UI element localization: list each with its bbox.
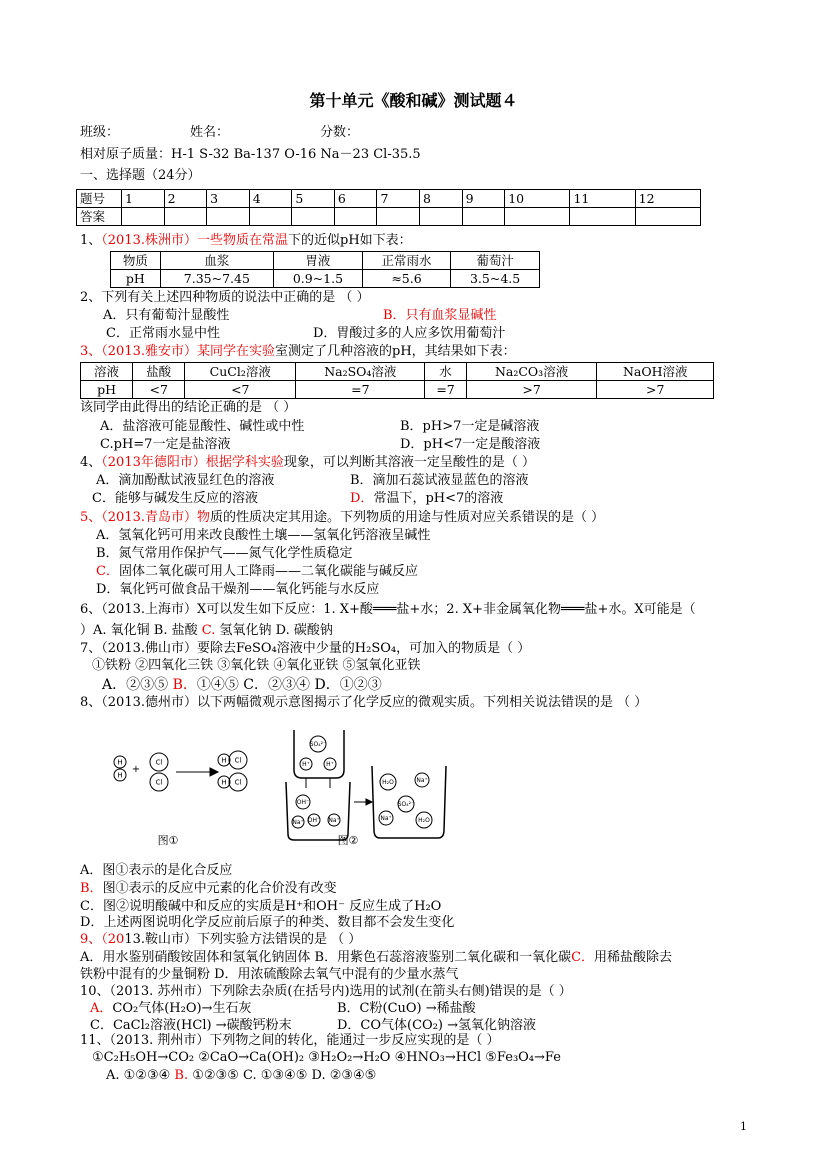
q5-source: 5、（2013.青岛市）物: [80, 510, 210, 525]
q9-rest: 13.鞍山市）下列实验方法错误的是 （ ）: [124, 932, 362, 947]
q3-option-c[interactable]: C.pH=7一定是盐溶液: [100, 437, 231, 452]
answer-cell[interactable]: [334, 208, 377, 226]
table-cell: pH: [111, 270, 161, 288]
answer-cell[interactable]: [462, 208, 505, 226]
q1-prefix: 1、: [80, 233, 102, 248]
table-row: [77, 208, 701, 226]
question-4: [80, 454, 535, 472]
table-cell: 水: [425, 363, 466, 381]
svg-text:Na⁺: Na⁺: [380, 815, 392, 822]
q5-option-b[interactable]: B．氮气常用作保护气——氮气化学性质稳定: [96, 546, 353, 561]
reaction-diagram: [108, 722, 478, 852]
table-cell: 2: [164, 190, 207, 208]
q9-option-c-label: C．: [571, 950, 595, 965]
table-cell: 葡萄汁: [451, 252, 540, 270]
page-title: 第十单元《酸和碱》测试题４: [309, 91, 518, 110]
question-2: 2、下列有关上述四种物质的说法中正确的是 （ ）: [80, 290, 370, 305]
table-cell: 7.35~7.45: [160, 270, 273, 288]
q6-options-cd: 氢氧化钠 D. 碳酸钠: [219, 623, 333, 638]
table-cell: >7: [466, 381, 597, 399]
answer-cell[interactable]: [249, 208, 292, 226]
table-row: [77, 190, 701, 208]
table-cell: =7: [425, 381, 466, 399]
question-10: 10、（2013. 苏州市）下列除去杂质(在括号内)选用的试剂(在箭头右侧)错误的是（ ）: [80, 984, 572, 999]
svg-text:SO₄²⁻: SO₄²⁻: [309, 741, 327, 748]
name-label: 姓名：: [190, 125, 230, 140]
svg-text:H₂O: H₂O: [418, 817, 430, 824]
question-8: 8、（2013.德州市）以下两幅微观示意图揭示了化学反应的微观实质。下列相关说法错误的是 （ ）: [80, 695, 648, 710]
q3-option-a[interactable]: A．盐溶液可能显酸性、碱性或中性: [100, 419, 305, 434]
answer-cell[interactable]: [207, 208, 250, 226]
q7-options[interactable]: [102, 676, 382, 694]
table-cell: Na₂CO₃溶液: [466, 363, 597, 381]
table-cell: 4: [249, 190, 292, 208]
q7-option-b-label: B．: [172, 677, 197, 693]
svg-text:H₂O: H₂O: [382, 779, 394, 786]
table-cell: 3.5~4.5: [451, 270, 540, 288]
table-row: [81, 381, 714, 399]
table-row: [111, 270, 540, 288]
svg-text:Na⁺: Na⁺: [328, 817, 340, 824]
question-11: 11、（2013. 荆州市）下列物之间的转化，能通过一步反应实现的是（ ）: [80, 1033, 500, 1048]
q7-options-rest: ①④⑤ C．②③④ D．①②③: [196, 677, 382, 693]
table-cell: <7: [133, 381, 185, 399]
atomic-mass-line: 相对原子质量：H-1 S-32 Ba-137 O-16 Na－23 Cl-35.5: [80, 147, 421, 162]
table-cell: 8: [420, 190, 463, 208]
q5-rest: 质的性质决定其用途。下列物质的用途与性质对应关系错误的是（ ）: [210, 510, 605, 525]
table-row: [81, 363, 714, 381]
table-cell: 溶液: [81, 363, 133, 381]
table-cell: 胃液: [274, 252, 363, 270]
figure-2-label: 图②: [337, 834, 359, 847]
table-cell: 10: [505, 190, 570, 208]
page-number: 1: [740, 1120, 747, 1133]
q9-source: 9、（20: [80, 932, 125, 947]
svg-text:OH⁻: OH⁻: [307, 817, 321, 824]
q8-option-b-text: 图①表示的反应中元素的化合价没有改变: [102, 881, 337, 896]
svg-text:SO₄²⁻: SO₄²⁻: [397, 801, 415, 808]
question-1: [80, 232, 412, 250]
q8-option-c[interactable]: C．图②说明酸碱中和反应的实质是H⁺和OH⁻ 反应生成了H₂O: [80, 899, 442, 914]
answer-cell[interactable]: [377, 208, 420, 226]
answer-cell[interactable]: [420, 208, 463, 226]
table-cell: =7: [296, 381, 425, 399]
table-cell: 12: [635, 190, 700, 208]
q9-option-c-text: 用稀盐酸除去: [594, 950, 673, 965]
q4-option-c[interactable]: C．能够与碱发生反应的溶液: [92, 491, 258, 506]
q5-option-c-text: 固体二氧化碳可用人工降雨——二氧化碳能与碱反应: [118, 564, 418, 579]
q6-option-c-label: C.: [201, 623, 220, 638]
q11-options[interactable]: [106, 1067, 376, 1085]
q5-option-c-label: C．: [96, 564, 119, 579]
table-cell: >7: [597, 381, 714, 399]
figure-1: [114, 751, 247, 791]
table-cell: <7: [185, 381, 296, 399]
table-cell: 0.9~1.5: [274, 270, 363, 288]
svg-text:Cl: Cl: [234, 778, 242, 787]
q11-option-b-label: B.: [174, 1068, 193, 1083]
q3-rest: 室测定了几种溶液的pH，其结果如下表：: [275, 344, 516, 359]
question-5: [80, 509, 604, 527]
svg-text:Cl: Cl: [155, 758, 163, 767]
svg-text:Na⁺: Na⁺: [416, 777, 428, 784]
q1-table: [110, 251, 540, 288]
q9-options-line2[interactable]: 铁粉中混有的少量铜粉 D．用浓硫酸除去氧气中混有的少量水蒸气: [80, 967, 459, 982]
q10-option-d[interactable]: D．CO气体(CO₂) →氢氧化钠溶液: [337, 1018, 537, 1033]
answer-cell[interactable]: [635, 208, 700, 226]
answer-cell[interactable]: [570, 208, 635, 226]
table-cell: 7: [377, 190, 420, 208]
class-label: 班级：: [80, 125, 120, 140]
q10-option-a[interactable]: [90, 1000, 251, 1018]
q2-option-a[interactable]: A．只有葡萄汁显酸性: [103, 308, 230, 323]
table-cell: CuCl₂溶液: [185, 363, 296, 381]
table-cell: 答案: [77, 208, 122, 226]
table-cell: NaOH溶液: [597, 363, 714, 381]
svg-text:H⁺: H⁺: [326, 761, 334, 768]
section-heading: 一、选择题（24分）: [80, 168, 201, 183]
q10-option-a-label: A．: [90, 1001, 113, 1016]
table-cell: 正常雨水: [362, 252, 450, 270]
q3-table: [80, 362, 714, 399]
table-row: [111, 252, 540, 270]
table-cell: 盐酸: [133, 363, 185, 381]
svg-text:H: H: [221, 756, 227, 765]
q4-source: （2013年德阳市）根据学科实验: [101, 455, 284, 470]
table-cell: pH: [81, 381, 133, 399]
figure-2: [286, 730, 446, 840]
question-3: [80, 343, 516, 361]
q11-options-rest: ①②③⑤ C. ①③④⑤ D. ②③④⑤: [192, 1068, 377, 1083]
table-cell: 题号: [77, 190, 122, 208]
table-cell: 11: [570, 190, 635, 208]
table-cell: Na₂SO₄溶液: [296, 363, 425, 381]
q11-items: ①C₂H₅OH→CO₂ ②CaO→Ca(OH)₂ ③H₂O₂→H₂O ④HNO₃→HCl ⑤Fe₃O₄→Fe: [92, 1050, 561, 1065]
answer-cell[interactable]: [122, 208, 165, 226]
q4-prefix: 4、: [80, 455, 102, 470]
q5-option-c[interactable]: [96, 563, 418, 581]
q8-option-b[interactable]: [80, 880, 337, 898]
q7-option-a: A．②③⑤: [102, 677, 173, 693]
question-7: 7、（2013.佛山市）要除去FeSO₄溶液中少量的H₂SO₄，可加入的物质是（ ）: [80, 641, 531, 656]
q2-option-b: B．只有血浆显碱性: [383, 308, 497, 323]
table-cell: 5: [292, 190, 335, 208]
q4-option-d-label: D．: [350, 491, 374, 506]
question-9: [80, 931, 361, 949]
q4-option-d[interactable]: [350, 490, 503, 508]
table-cell: ≈5.6: [362, 270, 450, 288]
score-label: 分数：: [320, 125, 360, 140]
table-cell: 1: [122, 190, 165, 208]
q1-rest: 下的近似pH如下表：: [288, 233, 412, 248]
answer-cell[interactable]: [292, 208, 335, 226]
q11-option-a: A. ①②③④: [106, 1068, 175, 1083]
svg-text:Na⁺: Na⁺: [292, 819, 304, 826]
q10-option-c[interactable]: C．CaCl₂溶液(HCl) →碳酸钙粉末: [90, 1018, 292, 1033]
q4-option-b[interactable]: B．滴加石蕊试液显蓝色的溶液: [350, 473, 529, 488]
q8-option-d[interactable]: D．上述两图说明化学反应前后原子的种类、数目都不会发生变化: [80, 915, 455, 930]
q7-items: ①铁粉 ②四氧化三铁 ③氧化铁 ④氧化亚铁 ⑤氢氧化亚铁: [92, 658, 421, 673]
answer-cell[interactable]: [505, 208, 570, 226]
q9-options-ab: A．用水鉴别硝酸铵固体和氢氧化钠固体 B．用紫色石蕊溶液鉴别二氧化碳和一氧化碳: [80, 950, 572, 965]
svg-text:H: H: [117, 758, 123, 767]
table-cell: 6: [334, 190, 377, 208]
q4-option-a[interactable]: A．滴加酚酞试液显红色的溶液: [96, 473, 275, 488]
q6-options-ab: ）A. 氧化铜 B. 盐酸: [80, 623, 202, 638]
q1-source: （2013.株洲市）一些物质在常温: [101, 233, 288, 248]
svg-text:+: +: [131, 764, 141, 775]
q6-options[interactable]: [80, 622, 333, 640]
q4-rest: 现象，可以判断其溶液一定呈酸性的是（ ）: [283, 455, 536, 470]
table-cell: 物质: [111, 252, 161, 270]
question-6: 6、（2013.上海市）X可以发生如下反应：1. X+酸═══盐+水；2. X+非金属氧化物═══盐+水。X可能是（: [80, 602, 696, 617]
figure-1-label: 图①: [157, 834, 179, 847]
q10-option-b[interactable]: B．C粉(CuO) →稀盐酸: [337, 1001, 476, 1016]
q2-option-b-label[interactable]: [383, 307, 497, 325]
q4-option-d-text: 常温下，pH<7的溶液: [373, 491, 504, 506]
q3-option-d[interactable]: D．pH<7一定是酸溶液: [400, 437, 541, 452]
q3-source: 3、（2013.雅安市）某同学在实验: [80, 344, 275, 359]
table-cell: 血浆: [160, 252, 273, 270]
q3-stem: 该同学由此得出的结论正确的是 （ ）: [80, 400, 297, 415]
answer-table: [76, 189, 701, 226]
svg-text:H⁺: H⁺: [302, 761, 310, 768]
q8-option-b-label: B．: [80, 881, 103, 896]
svg-text:OH⁻: OH⁻: [296, 799, 310, 806]
q2-option-c[interactable]: C．正常雨水显中性: [106, 326, 220, 341]
q5-option-d[interactable]: D．氧化钙可做食品干燥剂——氧化钙能与水反应: [96, 582, 380, 597]
svg-text:Cl: Cl: [234, 756, 242, 765]
svg-text:H: H: [117, 771, 123, 780]
q2-option-d[interactable]: D．胃酸过多的人应多饮用葡萄汁: [313, 326, 506, 341]
q3-option-b[interactable]: B．pH>7一定是碱溶液: [400, 419, 540, 434]
q9-options-line1[interactable]: [80, 949, 672, 967]
q8-option-a[interactable]: A．图①表示的是化合反应: [80, 863, 233, 878]
q10-option-a-text: CO₂气体(H₂O)→生石灰: [112, 1001, 252, 1016]
svg-text:Cl: Cl: [155, 778, 163, 787]
q5-option-a[interactable]: A．氢氧化钙可用来改良酸性土壤——氢氧化钙溶液呈碱性: [96, 528, 431, 543]
table-cell: 3: [207, 190, 250, 208]
answer-cell[interactable]: [164, 208, 207, 226]
svg-text:H: H: [221, 778, 227, 787]
table-cell: 9: [462, 190, 505, 208]
